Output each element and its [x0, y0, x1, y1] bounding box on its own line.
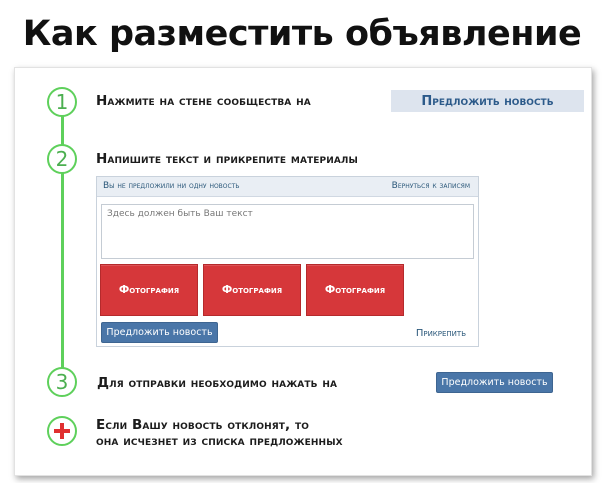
- step-3-text: Для отправки необходимо нажать на: [97, 375, 338, 391]
- page-title: Как разместить объявление: [22, 14, 582, 54]
- photo-attachment-2[interactable]: Фотография: [203, 264, 301, 316]
- photo-attachment-3[interactable]: Фотография: [306, 264, 404, 316]
- photo-attachment-1[interactable]: Фотография: [100, 264, 198, 316]
- step-1-text: Нажмите на стене сообщества на: [96, 93, 311, 109]
- note-text-line-1: Если Вашу новость отклонят, то: [96, 417, 310, 433]
- plus-icon: [54, 423, 70, 439]
- step-2-text: Напишите текст и прикрепите материалы: [96, 151, 358, 167]
- suggest-news-button[interactable]: Предложить новость: [101, 322, 218, 343]
- news-text-input[interactable]: Здесь должен быть Ваш текст: [101, 204, 474, 259]
- back-to-posts-link[interactable]: Вернуться к записям: [391, 181, 470, 191]
- note-text-line-2: она исчезнет из списка предложенных: [96, 433, 343, 449]
- suggest-news-panel: [96, 176, 479, 347]
- send-news-button[interactable]: Предложить новость: [436, 372, 553, 393]
- attach-link[interactable]: Прикрепить: [415, 328, 466, 339]
- suggest-news-link[interactable]: Предложить новость: [391, 90, 584, 112]
- step-3-marker: 3: [47, 367, 77, 397]
- step-2-marker: 2: [47, 144, 77, 174]
- step-1-marker: 1: [47, 87, 77, 117]
- note-marker: [47, 416, 77, 446]
- no-suggestions-label: Вы не предложили ни одну новость: [103, 181, 240, 191]
- panel-header: [97, 177, 478, 197]
